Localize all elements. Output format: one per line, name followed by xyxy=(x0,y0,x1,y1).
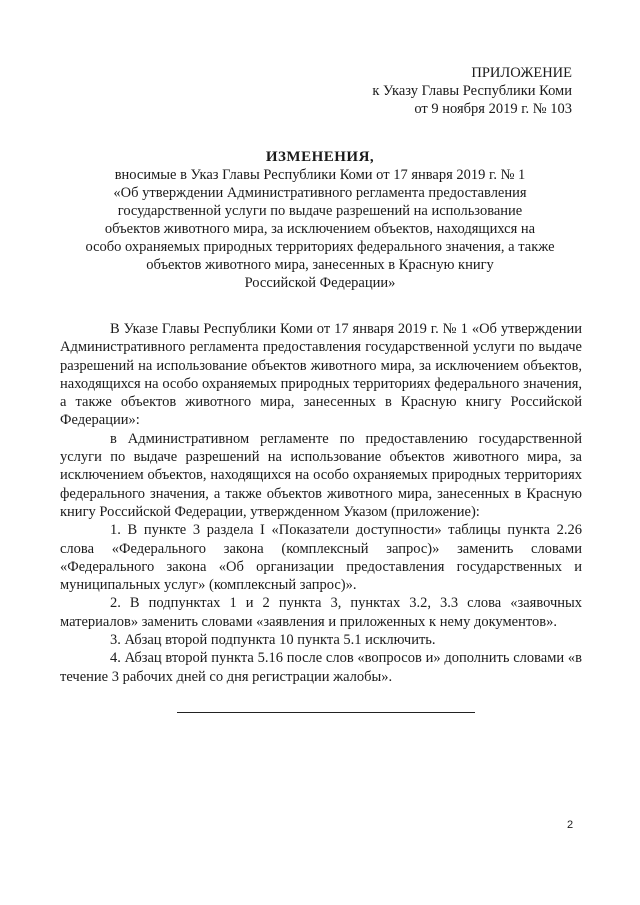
appendix-block xyxy=(372,64,572,118)
separator-line xyxy=(177,712,475,713)
document-heading xyxy=(70,148,570,292)
heading-line: Российской Федерации» xyxy=(244,275,396,291)
appendix-line-1: к Указу Главы Республики Коми xyxy=(372,83,572,99)
body-paragraph-1: В Указе Главы Республики Коми от 17 января 2019 г. № 1 «Об утверждении Административного регламента предоставления государственной услуги по выдаче разрешений на использование объектов животного мира, за исключением объектов, находящихся на особо охраняемых природных территориях федерального значения, а также объектов животного мира, занесенных в Красную книгу Российской Федерации»: xyxy=(60,321,582,429)
heading-title: ИЗМЕНЕНИЯ, xyxy=(265,149,375,165)
heading-line: объектов животного мира, за исключением объектов, находящихся на xyxy=(104,221,536,237)
body-paragraph-3: 1. В пункте 3 раздела I «Показатели доступности» таблицы пункта 2.26 слова «Федерального закона (комплексный запрос)» заменить словами «Федерального закона «Об организации предоставления государственных и муниципальных услуг» (комплексный запрос)». xyxy=(60,522,582,594)
heading-line: вносимые в Указ Главы Республики Коми от 17 января 2019 г. № 1 xyxy=(114,167,526,183)
body-paragraph-6: 4. Абзац второй пункта 5.16 после слов «вопросов и» дополнить словами «в течение 3 рабочих дней со дня регистрации жалобы». xyxy=(60,650,582,685)
heading-line: «Об утверждении Административного регламента предоставления xyxy=(113,185,527,201)
appendix-line-2: от 9 ноября 2019 г. № 103 xyxy=(414,101,572,117)
document-body xyxy=(60,320,582,686)
body-paragraph-4: 2. В подпунктах 1 и 2 пункта 3, пунктах 3.2, 3.3 слова «заявочных материалов» заменить словами «заявления и приложенных к нему документов». xyxy=(60,595,582,630)
body-paragraph-5: 3. Абзац второй подпункта 10 пункта 5.1 исключить. xyxy=(110,632,436,649)
heading-line: государственной услуги по выдаче разрешений на использование xyxy=(117,203,523,219)
body-paragraph-2: в Административном регламенте по предоставлению государственной услуги по выдаче разрешений на использование объектов животного мира, за исключением объектов, находящихся на особо охраняемых природных территориях федерального значения, а также объектов животного мира, занесенных в Красную книгу Российской Федерации, утвержденном Указом (приложение): xyxy=(60,430,582,520)
heading-line: объектов животного мира, занесенных в Красную книгу xyxy=(146,257,494,273)
heading-line: особо охраняемых природных территориях федерального значения, а также xyxy=(85,239,555,255)
appendix-title: ПРИЛОЖЕНИЕ xyxy=(471,65,572,81)
page-number: 2 xyxy=(567,819,574,831)
